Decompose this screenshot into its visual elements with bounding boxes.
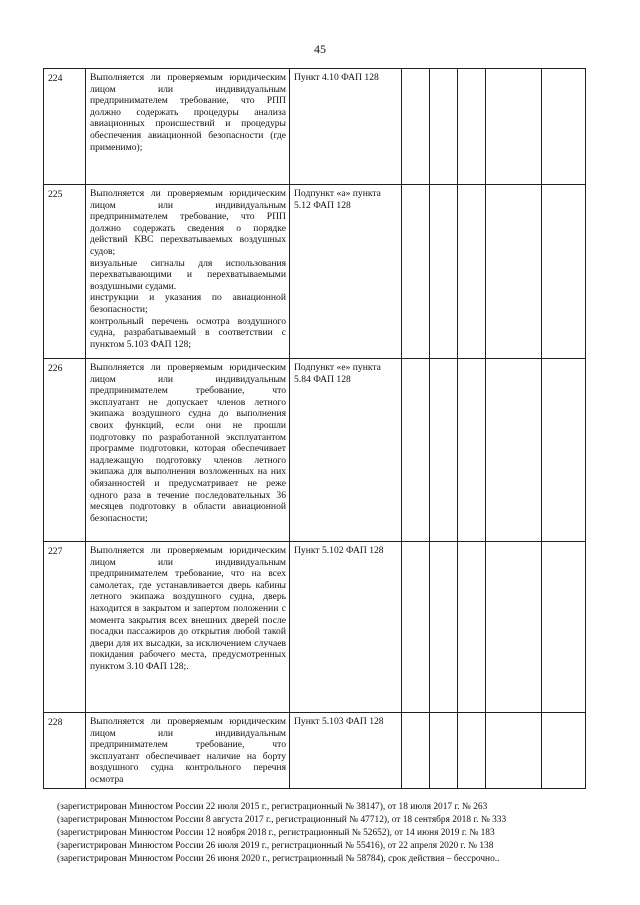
table-row xyxy=(44,69,585,185)
table-row xyxy=(44,359,585,542)
requirement-text: Выполняется ли проверяемым юридическим лицом или индивидуальным предпринимателем требование, что эксплуатант не допускает членов летного экипажа воздушного судна до выполнения своих функций, если они не прошли подготовку по разработанной эксплуатантом программе подготовки, которая обеспечивает надлежащую подготовку членов летного экипажа для выполнения возложенных на них обязанностей и предусматривает не реже одного раза в течение последовательных 36 месяцев подготовку в области авиационной безопасности; xyxy=(90,362,286,524)
table-row xyxy=(44,185,585,359)
legal-reference: Пункт 5.102 ФАП 128 xyxy=(294,545,384,556)
legal-reference: Подпункт «а» пункта 5.12 ФАП 128 xyxy=(294,188,381,211)
table-row xyxy=(44,542,585,713)
legal-reference: Пункт 5.103 ФАП 128 xyxy=(294,716,384,727)
footnote: (зарегистрирован Минюстом России 22 июля 2015 г., регистрационный № 38147), от 18 июля 2017 г. № 263 (зарегистрирован Минюстом России 8 августа 2017 г., регистрационный № 47712), от 18 сентября 2018 г. № 333 (зарегистрирован Минюстом России 12 ноября 2018 г., регистрационный № 52652), от 14 июня 2019 г. № 183 (зарегистрирован Минюстом России 26 июля 2019 г., регистрационный № 55416), от 22 апреля 2020 г. № 138 (зарегистрирован Минюстом России 26 июня 2020 г., регистрационный № 58784), срок действия – бессрочно.. xyxy=(57,802,507,864)
legal-reference: Подпункт «е» пункта 5.84 ФАП 128 xyxy=(294,362,381,385)
legal-reference: Пункт 4.10 ФАП 128 xyxy=(294,72,379,83)
row-number: 227 xyxy=(48,546,63,557)
requirement-text: Выполняется ли проверяемым юридическим лицом или индивидуальным предпринимателем требование, что эксплуатант обеспечивает наличие на борту воздушного судна контрольного перечня осмотра xyxy=(90,716,286,785)
page-number: 45 xyxy=(314,42,326,56)
requirement-text: Выполняется ли проверяемым юридическим лицом или индивидуальным предпринимателем требование, что РПП должно содержать сведения о порядке действий КВС перехватываемых воздушных судов; визуальные сигналы для использования перехватывающими и перехватываемыми воздушными судами. инструкции и указания по авиационной безопасности; контрольный перечень осмотра воздушного судна, разрабатываемый в соответствии с пунктом 5.103 ФАП 128; xyxy=(90,188,286,350)
row-number: 225 xyxy=(48,189,63,200)
checklist-table xyxy=(43,68,586,789)
row-number: 226 xyxy=(48,363,63,374)
requirement-text: Выполняется ли проверяемым юридическим лицом или индивидуальным предпринимателем требование, что на всех самолетах, где устанавливается дверь кабины летного экипажа воздушного судна, дверь находится в закрытом и запертом положении с момента закрытия всех внешних дверей после посадки пассажиров до открытия любой такой двери для их высадки, за исключением случаев покидания рабочего места, предусмотренных пунктом 3.10 ФАП 128;. xyxy=(90,545,286,672)
row-number: 224 xyxy=(48,73,63,84)
requirement-text: Выполняется ли проверяемым юридическим лицом или индивидуальным предпринимателем требование, что РПП должно содержать процедуры анализа авиационных происшествий и процедуры обеспечения авиационной безопасности (где применимо); xyxy=(90,72,286,153)
row-number: 228 xyxy=(48,717,63,728)
table-row xyxy=(44,713,585,790)
